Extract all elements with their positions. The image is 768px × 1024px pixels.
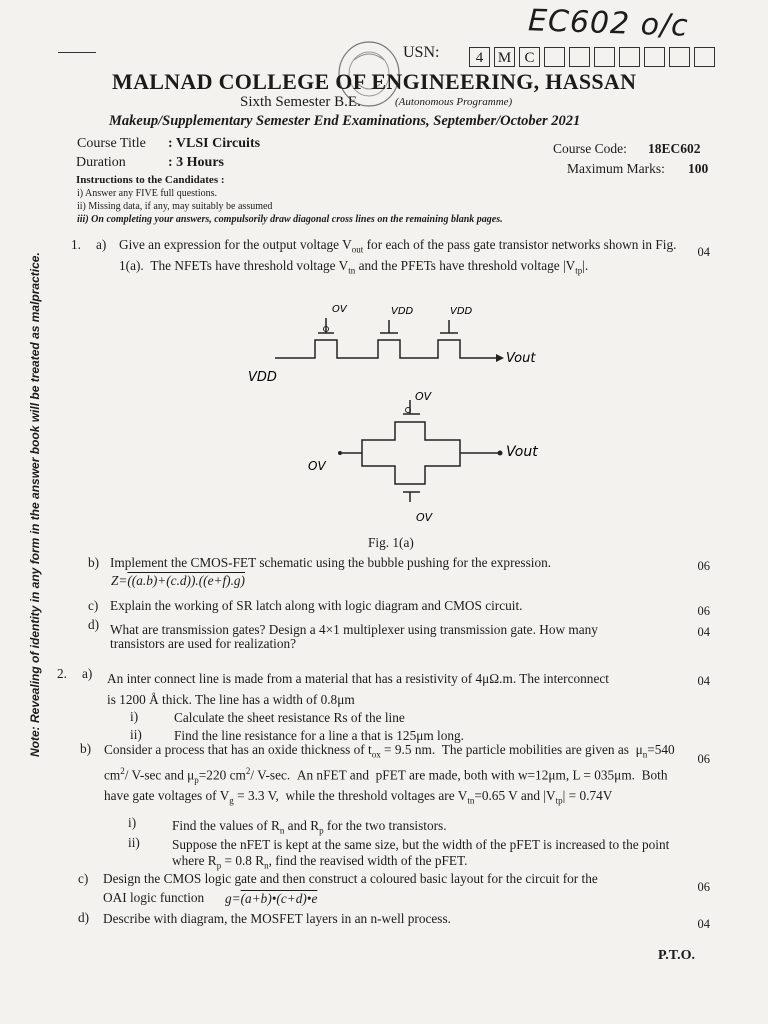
q2a-label: a) xyxy=(82,666,93,681)
handwritten-course-code: EC602 o/c xyxy=(527,3,690,44)
q1b-expression: Z=((a.b)+(c.d)).((e+f).g) xyxy=(111,573,245,588)
q2d-marks: 04 xyxy=(697,917,710,931)
q2b-marks: 06 xyxy=(697,752,710,766)
q1d-text1: What are transmission gates? Design a 4×1 multiplexer using transmission gate. How many xyxy=(110,622,598,637)
semester-text: Sixth Semester B.E. xyxy=(240,94,361,110)
q1c-label: c) xyxy=(88,598,99,613)
q2b-ii-text: Suppose the nFET is kept at the same size, but the width of the pFET is increased to the point where $R_p = 0.8$ $R_n$, find the reavised width of the pFET. xyxy=(172,837,670,871)
arrow-icon xyxy=(496,354,504,362)
usn-box xyxy=(669,47,690,67)
q1b-label: b) xyxy=(88,555,100,570)
fig-caption: Fig. 1(a) xyxy=(368,535,414,550)
instruction-3: iii) On completing your answers, compulsorily draw diagonal cross lines on the remaining blank pages. xyxy=(77,214,503,225)
usn-box xyxy=(544,47,565,67)
q2c-text1: Design the CMOS logic gate and then construct a coloured basic layout for the circuit for the xyxy=(103,871,598,886)
fig-label-vdd2: VDD xyxy=(450,306,473,317)
q1d-text2: transistors are used for realization? xyxy=(110,636,297,651)
usn-box xyxy=(569,47,590,67)
q2a-text1: An inter connect line is made from a material that has a resistivity of 4μΩ.m. The interconnect xyxy=(107,671,609,686)
college-name: MALNAD COLLEGE OF ENGINEERING, HASSAN xyxy=(112,69,637,94)
q1d-label: d) xyxy=(88,617,100,632)
fig-label-ov1: OV xyxy=(332,304,347,315)
figure-cross-network xyxy=(300,386,550,526)
q2c-label: c) xyxy=(78,871,89,886)
course-code-value: 18EC602 xyxy=(648,141,701,156)
q1c-marks: 06 xyxy=(697,604,710,618)
fig-label-vdd1: VDD xyxy=(391,306,414,317)
q2c-text2: OAI logic function xyxy=(103,890,205,905)
max-marks-label: Maximum Marks: xyxy=(567,161,665,176)
course-title-label: Course Title xyxy=(77,136,146,151)
usn-box xyxy=(619,47,640,67)
q2b-text: Consider a process that has an oxide thickness of $t_{ox} = 9.5$ nm. The particle mobilities are given as $\mu_n=540$ $cm^2/$ V-sec and $\mu_p=220$ $cm^2/$ V-sec. An nFET and pFET are made, both with w=12μm, L = 035μm. Both have gate voltages of $V_g = 3.3$ V, while the threshold voltages are $V_{tn}=0.65$ V and $|V_{tp}| = 0.74V$ xyxy=(104,742,675,806)
q1d-marks: 04 xyxy=(697,625,710,639)
instruction-2: ii) Missing data, if any, may suitably be assumed xyxy=(77,201,273,212)
fig-label-ov-top: OV xyxy=(415,390,432,403)
q2b-ii-label: ii) xyxy=(128,835,140,850)
q1a-text: Give an expression for the output voltage $V_{out}$ for each of the pass gate transistor networks shown in Fig. 1(a). The NFETs have threshold voltage $V_{tn}$ and the PFETs have threshold voltage $|V_{tp}|$. xyxy=(119,237,677,276)
q2a-ii-text: Find the line resistance for a line a that is 125μm long. xyxy=(174,728,464,743)
fig-label-vout2: Vout xyxy=(506,444,538,460)
max-marks-value: 100 xyxy=(688,161,709,176)
corner-dash xyxy=(58,52,96,53)
q2a-i-label: i) xyxy=(130,709,139,724)
q2d-label: d) xyxy=(78,910,90,925)
exam-title: Makeup/Supplementary Semester End Examinations, September/October 2021 xyxy=(109,113,581,129)
duration-value: : 3 Hours xyxy=(168,155,224,170)
q2c-expression: g=(a+b)•(c+d)•e xyxy=(225,891,318,906)
usn-box xyxy=(594,47,615,67)
usn-box xyxy=(644,47,665,67)
usn-box: M xyxy=(494,47,515,67)
q2d-text: Describe with diagram, the MOSFET layers in an n-well process. xyxy=(103,911,451,926)
q2-number: 2. xyxy=(57,666,67,681)
q2c-marks: 06 xyxy=(697,880,710,894)
q1a-marks: 04 xyxy=(697,245,710,259)
q2b-i-text: Find the values of $R_n$ and $R_p$ for the two transistors. xyxy=(172,818,447,836)
course-code-label: Course Code: xyxy=(553,141,627,156)
q1b-marks: 06 xyxy=(697,559,710,573)
q2a-ii-label: ii) xyxy=(130,727,142,742)
usn-box xyxy=(694,47,715,67)
q2b-i-label: i) xyxy=(128,815,137,830)
duration-label: Duration xyxy=(76,155,126,170)
q2b-label: b) xyxy=(80,741,92,756)
instructions-heading: Instructions to the Candidates : xyxy=(76,174,225,186)
usn-box: 4 xyxy=(469,47,490,67)
q1-number: 1. xyxy=(71,237,81,252)
q2a-marks: 04 xyxy=(697,674,710,688)
usn-box: C xyxy=(519,47,540,67)
fig-label-ov-bot: OV xyxy=(416,511,433,524)
fig-label-vdd-in: VDD xyxy=(248,370,277,385)
course-title-value: : VLSI Circuits xyxy=(168,136,261,151)
side-note: Note: Revealing of identity in any form in the answer book will be treated as malpractice. xyxy=(28,252,42,757)
q2a-text2: is 1200 Å thick. The line has a width of 0.8μm xyxy=(107,692,355,707)
figure-pass-chain xyxy=(240,296,550,391)
fig-label-ov-in: OV xyxy=(308,459,326,473)
programme-text: (Autonomous Programme) xyxy=(395,96,513,108)
q2a-i-text: Calculate the sheet resistance Rs of the line xyxy=(174,710,405,725)
q1b-text: Implement the CMOS-FET schematic using the bubble pushing for the expression. xyxy=(110,555,552,570)
q1a-label: a) xyxy=(96,237,107,252)
usn-label: USN: xyxy=(403,44,440,61)
instruction-1: i) Answer any FIVE full questions. xyxy=(77,188,217,199)
fig-label-vout1: Vout xyxy=(506,351,536,366)
q1c-text: Explain the working of SR latch along with logic diagram and CMOS circuit. xyxy=(110,598,523,613)
pto-text: P.T.O. xyxy=(658,948,695,963)
